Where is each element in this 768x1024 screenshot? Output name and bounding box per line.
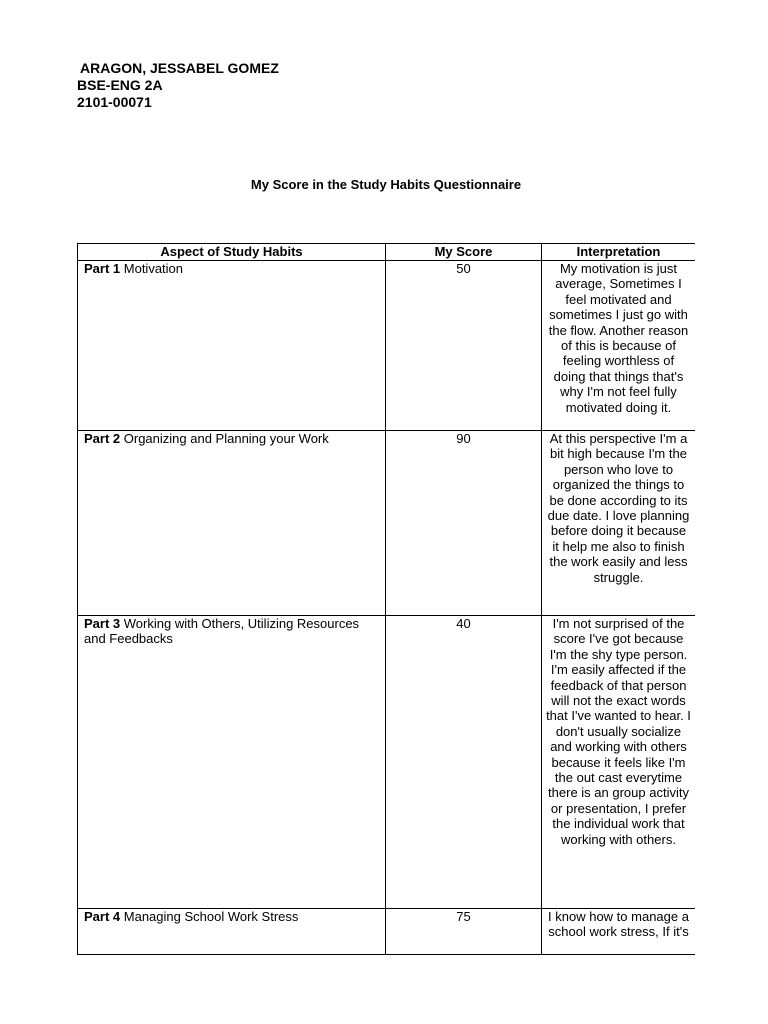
table-row (78, 261, 696, 431)
aspect-cell (78, 431, 386, 616)
table-row (78, 909, 696, 956)
table-row (78, 616, 696, 909)
score-cell: 90 (386, 431, 542, 616)
part-label: Part 2 (84, 431, 121, 446)
study-habits-table (77, 243, 695, 955)
interpretation-cell: At this perspective I'm a bit high because I'm the person who love to organized the things to be done according to its due date. I love planning before doing it because it help me also to finish the work easily and less struggle. (542, 431, 696, 616)
interpretation-cell: My motivation is just average, Sometimes I feel motivated and sometimes I just go with the flow. Another reason of this is because of feeling worthless of doing that things that's why I'm not feel fully motivated doing it. (542, 261, 696, 431)
column-header-score: My Score (386, 244, 542, 261)
score-cell: 75 (386, 909, 542, 956)
score-cell: 50 (386, 261, 542, 431)
aspect-cell (78, 261, 386, 431)
interpretation-cell: I'm not surprised of the score I've got because I'm the shy type person. I'm easily affected if the feedback of that person will not the exact words that I've wanted to hear. I don't usually socialize and working with others because it feels like I'm the out cast everytime there is an group activity or presentation, I prefer the individual work that working with others. (542, 616, 696, 909)
interpretation-cell: I know how to manage a school work stress, If it's (542, 909, 696, 956)
student-program: BSE-ENG 2A (77, 77, 163, 93)
page-title: My Score in the Study Habits Questionnaire (250, 177, 522, 192)
student-name: ARAGON, JESSABEL GOMEZ (80, 60, 279, 76)
column-header-aspect: Aspect of Study Habits (78, 244, 386, 261)
aspect-label: Working with Others, Utilizing Resources and Feedbacks (84, 616, 360, 647)
aspect-cell (78, 909, 386, 956)
aspect-cell (78, 616, 386, 909)
aspect-label: Organizing and Planning your Work (123, 431, 329, 446)
study-habits-table-container (77, 243, 695, 955)
table-row (78, 431, 696, 616)
table-bottom-border (77, 954, 695, 955)
aspect-label: Managing School Work Stress (123, 909, 299, 924)
column-header-interpretation: Interpretation (542, 244, 696, 261)
part-label: Part 4 (84, 909, 121, 924)
part-label: Part 3 (84, 616, 121, 631)
part-label: Part 1 (84, 261, 121, 276)
student-id: 2101-00071 (77, 94, 152, 110)
student-info (77, 60, 279, 111)
score-cell: 40 (386, 616, 542, 909)
table-header-row (78, 244, 696, 261)
aspect-label: Motivation (123, 261, 184, 276)
